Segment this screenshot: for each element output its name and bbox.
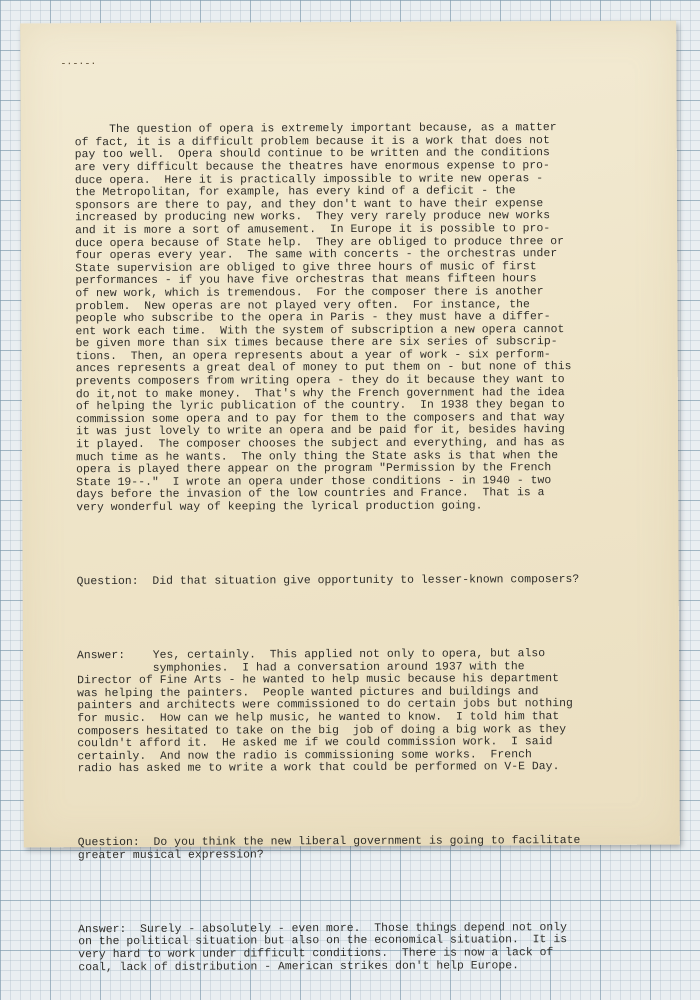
text-line: radio has asked me to write a work that could be performed on V-E Day.	[77, 761, 560, 776]
question-liberal-government	[78, 835, 668, 863]
text-line: duce opera. Here it is practically impossible to write new operas -	[74, 172, 544, 187]
text-line: composers hesitated to take on the big job of doing a big work as they	[77, 723, 567, 738]
paragraph-opera-intro	[75, 122, 667, 515]
text-line: of helping the lyric publication of the country. In 1938 they began to	[75, 399, 565, 414]
pencil-mark: -·-·-·	[60, 59, 97, 71]
text-line: people who subscribe to the opera in Paris - they must have a differ-	[75, 311, 551, 326]
typewritten-page	[20, 21, 680, 974]
text-line: very wonderful way of keeping the lyrical production going.	[76, 500, 483, 515]
text-line: are very difficult because the theatres have enormous expense to pro-	[74, 160, 550, 175]
text-line: couldn't afford it. He asked me if we could commission work. I said	[77, 736, 553, 751]
text-line: coal, lack of distribution - American strikes don't help Europe.	[78, 959, 520, 974]
text-line: prevents composers from writing opera - they do it because they want to	[75, 374, 565, 389]
text-line: it was just lovely to write an opera and be paid for it, besides having	[75, 424, 565, 439]
text-line: of fact, it is a difficult problem because it is a work that does not	[74, 134, 550, 149]
text-line: State 19--." I wrote an opera under those conditions - in 1940 - two	[76, 474, 552, 490]
text-line: do it,not to make money. That's why the French government had the idea	[75, 386, 565, 401]
text-line: Answer: Yes, certainly. This applied not only to opera, but also	[76, 648, 546, 663]
text-line: increased by producing new works. They very rarely produce new works	[75, 210, 551, 225]
text-line: much time as he wants. The only thing the State asks is that when the	[76, 449, 559, 464]
text-line: symphonies. I had a conversation around 1937 with the	[76, 660, 525, 675]
question-lesser-known-composers	[77, 574, 667, 589]
text-line: it played. The composer chooses the subject and everything, and has as	[76, 437, 565, 452]
text-line: duce opera because of State help. They are obliged to produce three or	[75, 235, 565, 250]
text-line: commission some opera and to pay for them to the composers and that way	[75, 411, 565, 427]
text-line: was helping the painters. People wanted pictures and buildings and	[77, 685, 539, 700]
text-line: ent work each time. With the system of subscription a new opera cannot	[75, 323, 565, 338]
text-line: on the political situation but also on the economical situation. It is	[78, 934, 568, 949]
text-line: greater musical expression?	[77, 849, 264, 863]
text-line: four operas every year. The same with concerts - the orchestras under	[75, 248, 558, 263]
text-line: and it is more a sort of amusement. In Europe it is possible to pro-	[75, 223, 551, 238]
text-line: State supervision are obliged to give three hours of music of first	[75, 260, 537, 275]
text-line: Answer: Surely - absolutely - even more. Those things depend not only	[78, 921, 568, 937]
text-line: ances represents a great deal of money to put them on - but none of this	[75, 361, 572, 376]
text-line: Question: Do you think the new liberal government is going to facilitate	[77, 835, 581, 850]
text-line: tions. Then, an opera represents about a year of work - six perform-	[75, 348, 551, 364]
text-line: painters and architects were commissioned to do certain jobs but nothing	[77, 698, 573, 713]
text-line: Question: Did that situation give opportunity to lesser-known composers?	[76, 573, 580, 589]
text-line: the Metropolitan, for example, has every kind of a deficit - the	[74, 185, 516, 200]
text-line: pay too well. Opera should continue to be written and the conditions	[74, 147, 550, 162]
text-line: Director of Fine Arts - he wanted to help music because his department	[77, 673, 560, 688]
answer-economic-situation	[78, 921, 668, 974]
text-line: certainly. And now the radio is commissioning some works. French	[77, 748, 532, 763]
text-line: problem. New operas are not played very often. For instance, the	[75, 298, 530, 313]
text-line: performances - if you have five orchestras that means fifteen hours	[75, 273, 537, 288]
text-line: be given more than six times because there are six series of subscrip-	[75, 336, 558, 351]
text-line: for music. How can we help music, he wanted to know. I told him that	[77, 710, 560, 726]
text-line: The question of opera is extremely important because, as a matter	[74, 122, 557, 137]
document-body	[75, 97, 669, 1000]
answer-commissioning	[77, 648, 668, 777]
text-line: of new work, which is tremendous. For the composer there is another	[75, 286, 544, 301]
text-line: sponsors are there to pay, and they don't want to have their expense	[74, 197, 544, 212]
text-line: opera is played there appear on the program "Permission by the French	[76, 462, 552, 477]
text-line: days before the invasion of the low countries and France. That is a	[76, 487, 545, 502]
text-line: very hard to work under difficult conditions. There is now a lack of	[78, 947, 554, 962]
